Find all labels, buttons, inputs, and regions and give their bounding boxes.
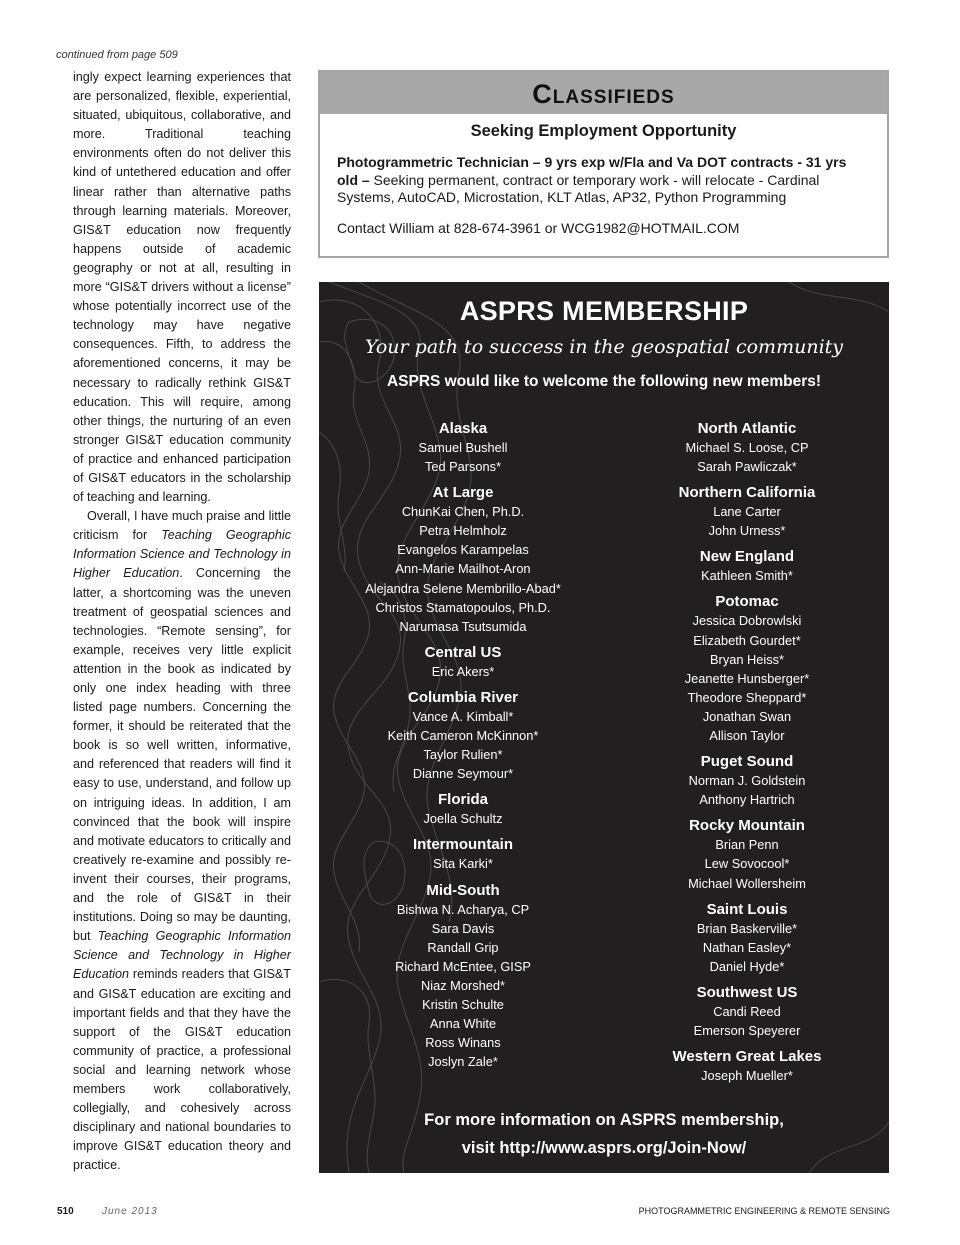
region-block [633,752,861,809]
members-left-column [349,419,577,1078]
p2-text-a: Overall, I have much praise and little criticism for [73,509,291,543]
member-name: Ted Parsons* [424,459,502,475]
member-name: Brian Penn [715,837,779,853]
member-name: ChunKai Chen, Ph.D. [401,504,525,520]
classifieds-heading-text: Classifieds [532,79,675,109]
region-name: Alaska [438,420,488,437]
region-block [349,419,577,476]
region-block [349,483,577,636]
member-name: Samuel Bushell [418,440,508,455]
article-paragraph-2 [73,507,291,1175]
region-block [349,881,577,1072]
member-name: Keith Cameron McKinnon* [387,728,539,744]
book-title-2: Teaching Geographic Information Science and Technology in Higher Education [73,929,291,982]
member-name: Lane Carter [713,504,781,520]
region-block [633,419,861,476]
member-name: Jonathan Swan [702,708,792,724]
member-name: Jessica Dobrowlski [692,613,802,629]
region-name: Columbia River [407,688,519,706]
region-name: Western Great Lakes [672,1048,822,1066]
region-block [633,900,861,976]
member-name: Joslyn Zale* [428,1054,498,1070]
member-name: Bishwa N. Acharya, CP [396,901,530,917]
member-name: Emerson Speyerer [693,1022,801,1038]
region-block [633,483,861,540]
membership-footer-line1: For more information on ASPRS membership, [424,1111,784,1129]
member-name: Vance A. Kimball* [412,708,514,724]
classifieds-subheading: Seeking Employment Opportunity [470,122,737,140]
member-name: Lew Sovocool* [704,856,790,872]
member-name: Petra Helmholz [419,523,507,539]
journal-name: PHOTOGRAMMETRIC ENGINEERING & REMOTE SENSING [638,1206,890,1216]
region-name: Puget Sound [700,753,794,771]
classifieds-heading [320,72,887,114]
membership-title: ASPRS MEMBERSHIP [459,296,749,326]
continued-note: continued from page 509 [56,49,178,61]
member-name: Taylor Rulien* [423,747,503,763]
member-name: Joella Schultz [423,811,503,827]
member-name: Michael S. Loose, CP [685,440,809,455]
member-name: Randall Grip [427,939,499,955]
member-name: Sarah Pawliczak* [697,459,797,475]
member-name: Dianne Seymour* [412,766,514,782]
membership-footer [319,1106,889,1162]
member-name: Ann-Marie Mailhot-Aron [395,561,531,577]
member-name: Sara Davis [431,920,495,936]
region-block [633,1047,861,1085]
membership-tagline: Your path to success in the geospatial community [364,336,844,358]
member-name: Joseph Mueller* [701,1068,793,1084]
member-name: Norman J. Goldstein [688,773,806,789]
region-block [349,643,577,681]
member-name: Jeanette Hunsberger* [684,670,810,686]
region-name: Central US [424,643,502,661]
region-name: Intermountain [413,836,513,854]
p2-text-c: . Concerning the latter, a shortcoming was the uneven treatment of geospatial sciences and technologies. “Remote sensing”, for example, receives very little explicit attention in the book as indicated by only one index heading with three listed page numbers. Concerning the former, it should be reiterated that the book is so well written, informative, and referenced that readers will find it easy to use, understand, and follow up on intriguing ideas. In addition, I am convinced that the book will inspire and motivate educators to critically and creatively re-examine and possibly re-invent their courses, their programs, and the role of GIS&T in their institutions. Doing so may be daunting, but [73,566,291,944]
member-name: Christos Stamatopoulos, Ph.D. [375,599,551,615]
article-column [73,68,291,1175]
region-name: New England [699,548,795,566]
classifieds-ad-bold: Photogrammetric Technician – 9 yrs exp w/Fla and Va DOT contracts - 31 yrs old – [337,154,847,188]
member-name: Alejandra Selene Membrillo-Abad* [365,580,561,596]
member-name: Brian Baskerville* [696,920,798,936]
member-name: John Urness* [708,523,786,539]
member-name: Ross Winans [425,1035,501,1051]
region-name: Southwest US [696,983,798,1001]
classifieds-contact: Contact William at 828-674-3961 or WCG1982@HOTMAIL.COM [337,219,740,236]
region-name: Saint Louis [706,900,788,918]
membership-welcome: ASPRS would like to welcome the following new members! [386,373,822,390]
member-name: Kathleen Smith* [701,568,793,584]
members-right-column [633,419,861,1092]
article-paragraph-1: ingly expect learning experiences that are personalized, flexible, experiential, situated, ubiquitous, collaborative, and more. Traditional teaching environments often do not deliver this kind of untethered education and offer linear rather than alternative paths through learning materials. Moreover, GIS&T education now frequently happens outside of academic geography or not at all, resulting in more “GIS&T drivers without a license” whose potentially incorrect use of the technology may have negative consequences. Fifth, to address the aforementioned concerns, it may be necessary to radically rethink GIS&T education. This will require, among other things, the nurturing of an even stronger GIS&T education community of practice and enhanced participation of GIS&T educators in the scholarship of teaching and learning. [73,70,291,505]
member-name: Allison Taylor [709,728,785,744]
region-block [349,835,577,873]
member-name: Niaz Morshed* [421,977,505,993]
member-name: Bryan Heiss* [710,651,784,667]
region-name: At Large [432,484,494,502]
classifieds-ad-text: Seeking permanent, contract or temporary work - will relocate - Cardinal Systems, AutoCAD, Microstation, KLT Atlas, AP32, Python Programming [337,171,820,205]
region-name: North Atlantic [697,420,797,437]
region-name: Northern California [678,484,816,502]
member-name: Daniel Hyde* [709,958,785,974]
membership-link[interactable]: visit http://www.asprs.org/Join-Now/ [461,1139,747,1157]
region-block [633,983,861,1040]
member-name: Narumasa Tsutsumida [399,618,527,634]
p2-text-e: reminds readers that GIS&T and GIS&T education are exciting and important fields and that they have the support of the GIS&T education community of practice, a professional social and learning network whose members work collaboratively, collegially, and cohesively across disciplinary and national boundaries to improve GIS&T education theory and practice. [73,967,291,1173]
member-name: Michael Wollersheim [688,875,806,891]
region-name: Potomac [715,593,779,611]
classifieds-ad-body [322,154,885,207]
page-number: 510 [57,1206,74,1217]
book-title-1: Teaching Geographic Information Science and Technology in Higher Education [73,528,291,581]
member-name: Nathan Easley* [702,939,792,955]
member-name: Candi Reed [713,1003,781,1019]
region-name: Rocky Mountain [689,817,805,835]
region-block [633,592,861,745]
member-name: Anna White [429,1016,497,1032]
region-block [349,688,577,783]
member-name: Richard McEntee, GISP [395,958,531,974]
classifieds-box [318,70,889,258]
member-name: Sita Karki* [433,856,493,872]
member-name: Evangelos Karampelas [397,542,529,558]
region-name: Florida [437,791,488,809]
member-name: Kristin Schulte [422,996,504,1012]
region-name: Mid-South [426,881,500,899]
region-block [633,547,861,585]
member-name: Anthony Hartrich [699,792,795,808]
member-name: Eric Akers* [431,663,495,679]
region-block [633,816,861,892]
member-name: Theodore Sheppard* [687,689,807,705]
member-name: Elizabeth Gourdet* [693,632,801,648]
membership-panel [319,282,889,1173]
region-block [349,790,577,828]
page-date: June 2013 [102,1206,158,1217]
